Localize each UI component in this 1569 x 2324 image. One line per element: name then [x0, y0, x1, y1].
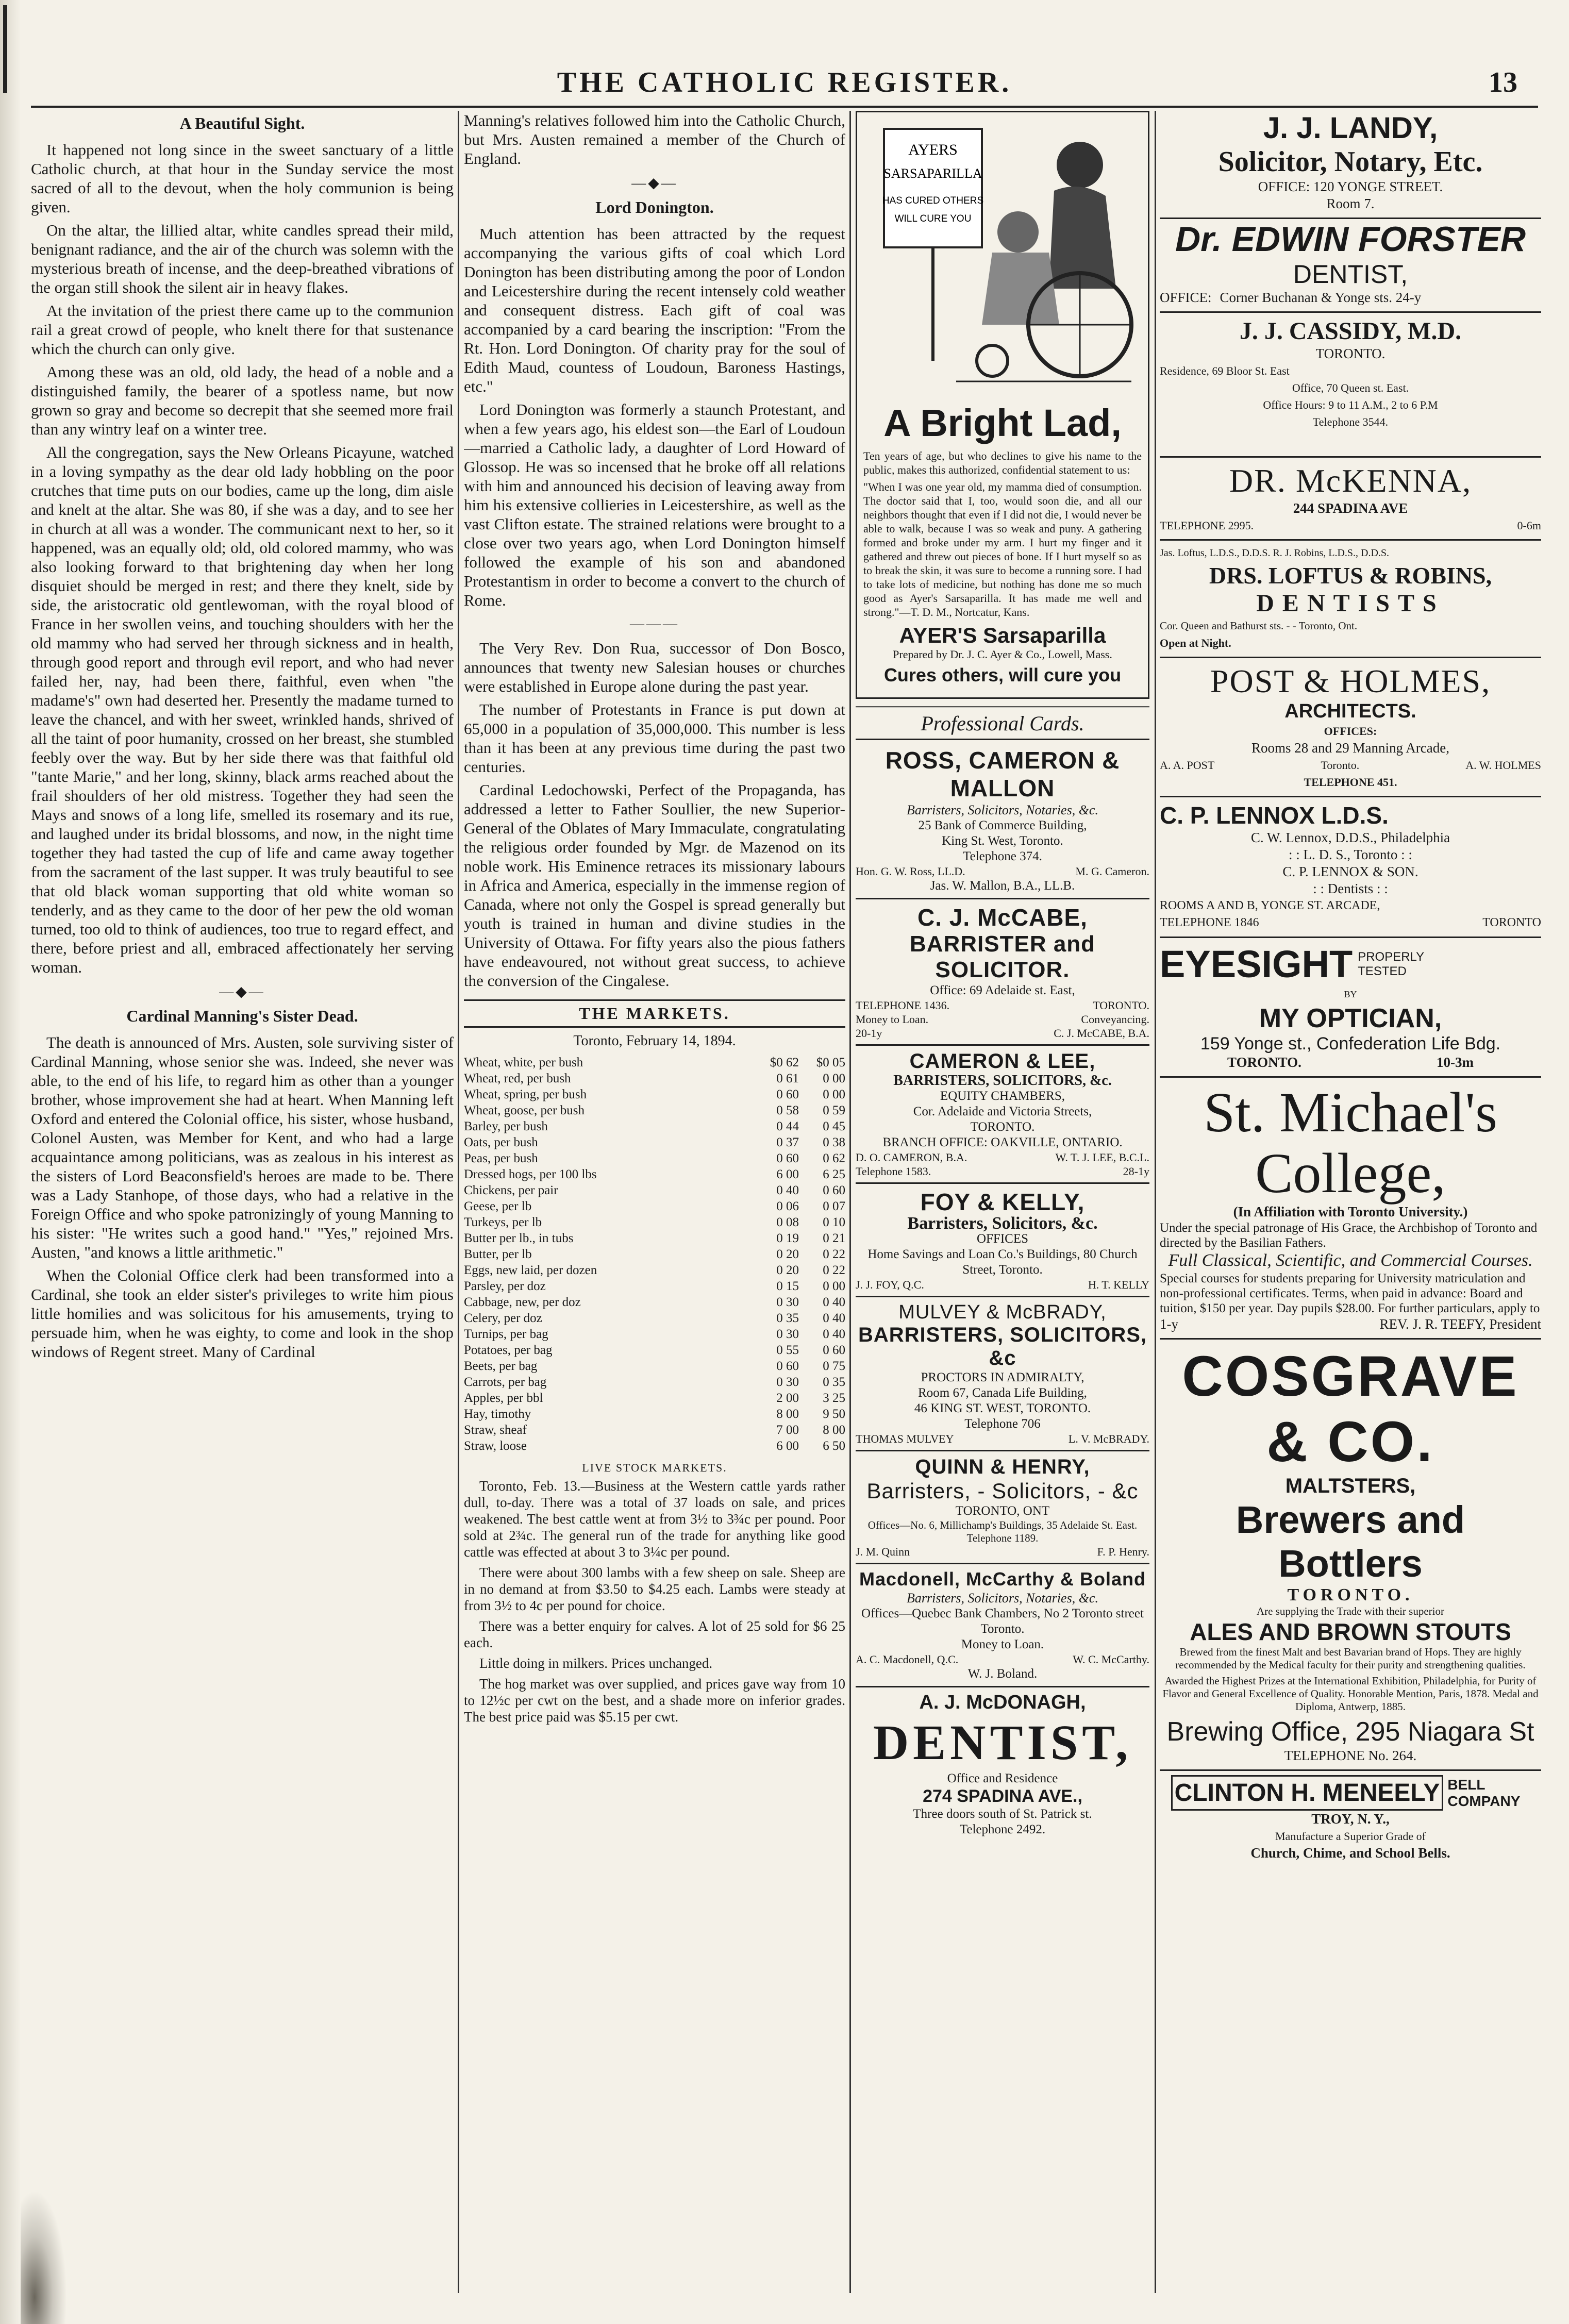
- market-price-low: 0 06: [776, 1199, 799, 1213]
- market-row: [464, 1262, 845, 1278]
- ad-line: BY: [1344, 989, 1357, 999]
- market-row: [464, 1310, 845, 1326]
- market-price-low: 7 00: [776, 1423, 799, 1437]
- article-paragraph: At the invitation of the priest there came up to the communion rail a great crowd of people, who knelt there for that sustenance which the church can only give.: [31, 302, 454, 358]
- sign-text: AYERS: [908, 141, 958, 158]
- binding-strip: [3, 5, 7, 93]
- market-price-high: 0 00: [823, 1072, 845, 1085]
- card-title: C. P. LENNOX L.D.S.: [1160, 802, 1389, 829]
- ad-address: Brewing Office, 295 Niagara St: [1166, 1717, 1534, 1747]
- ad-headline: A Bright Lad,: [883, 402, 1122, 444]
- wheelchair-illustration: [863, 119, 1142, 397]
- article-paragraph: Cardinal Ledochowski, Perfect of the Propaganda, has addressed a letter to Father Soullier, the new Superior-General of the Oblates of Mary Immaculate, congratulating the religious order founded by Mgr. de Mazenod on its noble work. His Eminence retraces its missionary labours in Africa and America, especially in the immense region of Canada, where not only the Gospel is spread generally but youth is trained in human and divine studies in the University of Ottawa. For fifty years also the pious fathers have endeavoured, not without great success, to achieve the conversion of the Cingalese.: [464, 781, 845, 990]
- market-item: Dressed hogs, per 100 lbs: [464, 1167, 597, 1181]
- livestock-paragraph: There were about 300 lambs with a few sheep on sale. Sheep are in no demand at from $3.50 to $4.25 each. Lambs were steady at from 3½ to 4c per pound for choice.: [464, 1565, 845, 1613]
- sign-text: WILL CURE YOU: [894, 213, 972, 224]
- article-paragraph: Manning's relatives followed him into the Catholic Church, but Mrs. Austen remained a member of the Church of England.: [464, 111, 845, 168]
- card-line: 20-1y: [856, 1027, 882, 1040]
- market-row: [464, 1086, 845, 1102]
- card-subtitle: Barristers, Solicitors, Notaries, &c.: [907, 1591, 1098, 1606]
- card-name: THOMAS MULVEY: [856, 1432, 954, 1445]
- market-row: [464, 1246, 845, 1262]
- market-item: Turnips, per bag: [464, 1327, 548, 1341]
- ad-maker: Prepared by Dr. J. C. Ayer & Co., Lowell, Mass.: [893, 648, 1112, 661]
- card-name: J. M. Quinn: [856, 1545, 910, 1558]
- card-mccabe: [856, 898, 1149, 1044]
- market-price-low: 6 00: [776, 1167, 799, 1181]
- ad-line: Special courses for students preparing for University matriculation and non-professional certificates. Terms, when paid in advance: Board and tuition, $150 per year. Day pupils $28.00. For further particulars, apply to: [1160, 1272, 1540, 1315]
- market-price-low: 0 30: [776, 1295, 799, 1309]
- card-address: 274 SPADINA AVE.,: [923, 1786, 1082, 1806]
- market-price-high: 0 40: [823, 1327, 845, 1341]
- market-row: [464, 1294, 845, 1310]
- market-item: Cabbage, new, per doz: [464, 1295, 581, 1309]
- ad-line: BELL COMPANY: [1447, 1776, 1521, 1809]
- market-row: [464, 1118, 845, 1134]
- market-price-high: 0 75: [823, 1359, 845, 1373]
- market-price-low: 0 58: [776, 1104, 799, 1117]
- market-row: [464, 1150, 845, 1166]
- cosgrave-advertisement: [1160, 1338, 1541, 1764]
- header-rule: [31, 106, 1538, 108]
- st-michaels-advertisement: [1160, 1076, 1541, 1333]
- market-item: Chickens, per pair: [464, 1183, 558, 1197]
- card-line: Office and Residence: [947, 1771, 1058, 1785]
- market-row: [464, 1198, 845, 1214]
- page-binding-edge: [0, 0, 21, 2324]
- card-line: Telephone 2492.: [959, 1823, 1046, 1836]
- card-mcdonagh: [856, 1686, 1149, 1842]
- card-name: W. T. J. LEE, B.C.L.: [1055, 1151, 1149, 1164]
- card-line: Telephone 374.: [963, 849, 1042, 863]
- market-item: Barley, per bush: [464, 1119, 548, 1133]
- card-subtitle: BARRISTER and SOLICITOR.: [909, 931, 1096, 982]
- market-row: [464, 1278, 845, 1294]
- card-line: Toronto.: [1321, 759, 1360, 772]
- market-item: Beets, per bag: [464, 1359, 538, 1373]
- card-line: ROOMS A AND B, YONGE ST. ARCADE,: [1160, 899, 1380, 912]
- market-price-high: 0 10: [823, 1215, 845, 1229]
- market-price-low: 2 00: [776, 1391, 799, 1405]
- card-line: Jas. Loftus, L.D.S., D.D.S. R. J. Robins, L.D.S., D.D.S.: [1160, 547, 1390, 559]
- card-line: 244 SPADINA AVE: [1293, 500, 1408, 516]
- card-line: Office Hours: 9 to 11 A.M., 2 to 6 P.M: [1263, 398, 1438, 411]
- market-item: Carrots, per bag: [464, 1375, 547, 1389]
- column-rule: [458, 111, 459, 2293]
- card-line: Office: 69 Adelaide st. East,: [930, 983, 1075, 997]
- market-price-low: 0 60: [776, 1088, 799, 1101]
- ad-subheadline: Brewers and Bottlers: [1236, 1498, 1465, 1585]
- market-row: [464, 1214, 845, 1230]
- market-item: Hay, timothy: [464, 1407, 531, 1421]
- card-title: Dr. EDWIN FORSTER: [1160, 218, 1541, 259]
- column-1: [31, 111, 454, 2293]
- market-price-high: 0 40: [823, 1295, 845, 1309]
- ad-subheadline: MY OPTICIAN,: [1259, 1004, 1442, 1033]
- ad-line: (In Affiliation with Toronto University.): [1233, 1204, 1468, 1219]
- ad-intro: Ten years of age, but who declines to give his name to the public, makes this authorized, confidential statement to us:: [863, 449, 1142, 476]
- article-paragraph: The Very Rev. Don Rua, successor of Don Bosco, announces that twenty new Salesian houses or churches were established in Europe alone during the past year.: [464, 639, 845, 695]
- card-line: Residence, 69 Bloor St. East: [1160, 364, 1290, 377]
- market-row: [464, 1071, 845, 1086]
- market-item: Potatoes, per bag: [464, 1343, 553, 1357]
- ayers-illustration: [863, 119, 1142, 397]
- card-line: Offices—No. 6, Millichamp's Buildings, 35 Adelaide St. East. Telephone 1189.: [867, 1519, 1138, 1544]
- livestock-paragraph: Little doing in milkers. Prices unchanged.: [479, 1656, 713, 1671]
- market-price-low: 6 00: [776, 1439, 799, 1453]
- market-row: [464, 1422, 845, 1438]
- market-row: [464, 1374, 845, 1390]
- card-line: Home Savings and Loan Co.'s Buildings, 80 Church Street, Toronto.: [867, 1247, 1138, 1277]
- market-item: Straw, loose: [464, 1439, 527, 1453]
- market-row: [464, 1102, 845, 1118]
- market-item: Celery, per doz: [464, 1311, 542, 1325]
- section-divider: —◆—: [219, 984, 265, 1000]
- market-price-low: 0 15: [776, 1279, 799, 1293]
- card-line: Offices—Quebec Bank Chambers, No 2 Toronto street: [861, 1607, 1144, 1620]
- ad-line: 10-3m: [1436, 1055, 1474, 1070]
- ad-testimonial: "When I was one year old, my mamma died of consumption. The doctor said that I, too, would soon die, and all our neighbors thought that even if I did not die, I would never be able to walk, because I was so weak and puny. A gathering formed and broke under my arm. I hurt my finger and it gathered and threw out pieces of bone. If I hurt myself so as to break the skin, it was sure to become a running sore. I had to take lots of medicine, but nothing has done me so much good as Ayer's Sarsaparilla. It has made me well and strong."—T. D. M., Nortcatur, Kans.: [863, 480, 1142, 618]
- markets-heading: THE MARKETS.: [464, 999, 845, 1028]
- market-price-high: 6 50: [823, 1439, 845, 1453]
- ad-headline: CLINTON H. MENEELY: [1171, 1775, 1444, 1811]
- card-line: C. P. LENNOX & SON.: [1282, 864, 1418, 879]
- card-title: J. J. CASSIDY, M.D.: [1239, 317, 1462, 345]
- ad-line: Awarded the Highest Prizes at the International Exhibition, Philadelphia, for Purity of Flavor and General Excellence of Quality. Honorable Mention, Paris, 1878. Medal and Diploma, Antwerp, 1885.: [1162, 1675, 1539, 1713]
- livestock-paragraph: The hog market was over supplied, and prices gave way from 10 to 12½c per cwt on the best, and a shade more on inferior grades. The best price paid was $5.15 per cwt.: [464, 1676, 845, 1725]
- market-price-high: 0 45: [823, 1119, 845, 1133]
- market-price-high: $0 05: [816, 1056, 845, 1069]
- card-title: Macdonell, McCarthy & Boland: [859, 1568, 1146, 1590]
- card-subtitle: BARRISTERS, SOLICITORS, &c.: [893, 1073, 1112, 1089]
- card-line: OFFICES:: [1324, 725, 1377, 738]
- article-paragraph: The number of Protestants in France is put down at 65,000 in a population of 35,000,000. This number is less than it has been at any previous time during the past two centuries.: [464, 700, 845, 776]
- card-line: TELEPHONE 2995.: [1160, 519, 1254, 532]
- column-4: [1160, 111, 1541, 2293]
- card-line: Telephone 706: [964, 1417, 1041, 1431]
- article-paragraph: All the congregation, says the New Orleans Picayune, watched in a loving sympathy as the dear old lady hobbling on the poor crutches that time puts on our bodies, came up the long, dim aisle and knelt at the altar. She was 80, if she was a day, and to see her in church at all was a wonder. The communicant next to her, so it happened, was an equally old; old, old colored mammy, who was also looking forward to that brightening day when her long disquiet should be merged in rest; and there they knelt, side by side, the aristocratic old gentlewoman, with the royal blood of France in her swollen veins, and touching shoulders with her the old mammy who had served her through sickness and in health, through good report and through evil report, and who had never failed her, nay, had been there, faithful, even when "the madame's" own had deserted her. Presently the madame turned to leave the chancel, and with her sweet, wrinkled hands, shrived of all the taint of poor humanity, crossed on her breast, she stumbled feebly over the way. But by her side there was that faithful old "tante Marie," and her long, skinny, black arms reached about the frail shoulders of her old mistress. Together they had seen the Mays and snows of a long life, smelled its rosemary and its rue, and laughed under its bridal blossoms, and now, in the night time together they had tasted the cup of life and came away together from the sacrament of the last supper. It was truly beautiful to see that old black woman supporting that old white woman so tenderly, and as they came to the door of her pew the old woman turned, too old to think of audiences, too true to regard effect, and there, before priest and all, embraced affectionately her serving woman.: [31, 443, 454, 976]
- card-line: Money to Loan.: [961, 1637, 1044, 1651]
- market-row: [464, 1166, 845, 1182]
- card-title: ROSS, CAMERON & MALLON: [885, 747, 1120, 801]
- market-item: Eggs, new laid, per dozen: [464, 1263, 597, 1277]
- professional-cards-heading: Professional Cards.: [856, 706, 1149, 740]
- market-price-high: 0 60: [823, 1183, 845, 1197]
- market-price-low: 0 08: [776, 1215, 799, 1229]
- market-price-high: 0 00: [823, 1279, 845, 1293]
- card-name: L. V. McBRADY.: [1068, 1432, 1149, 1445]
- ad-headline: College,: [1255, 1142, 1446, 1205]
- market-price-low: 0 35: [776, 1311, 799, 1325]
- card-line: 25 Bank of Commerce Building,: [918, 818, 1087, 832]
- card-line: TELEPHONE 451.: [1304, 776, 1397, 789]
- market-price-low: 0 40: [776, 1183, 799, 1197]
- card-subtitle: Barristers, - Solicitors, - &c: [866, 1479, 1139, 1503]
- card-name: M. G. Cameron.: [1075, 865, 1149, 878]
- ad-line: TESTED: [1358, 964, 1407, 978]
- card-line: Corner Buchanan & Yonge sts. 24-y: [1220, 290, 1422, 305]
- card-title: MULVEY & McBRADY,: [898, 1301, 1107, 1323]
- ad-product-name: AYER'S Sarsaparilla: [899, 623, 1106, 647]
- card-line: Toronto.: [980, 1622, 1025, 1636]
- market-price-low: 0 19: [776, 1231, 799, 1245]
- section-divider: —◆—: [631, 175, 678, 191]
- card-name: W. C. McCarthy.: [1073, 1653, 1149, 1666]
- card-name: Hon. G. W. Ross, LL.D.: [856, 865, 965, 878]
- card-macdonell: [856, 1563, 1149, 1686]
- market-price-high: 0 62: [823, 1151, 845, 1165]
- market-row: [464, 1326, 845, 1342]
- meneely-advertisement: [1160, 1769, 1541, 1862]
- card-line: : : L. D. S., Toronto : :: [1289, 847, 1412, 862]
- card-line: 28-1y: [1123, 1165, 1149, 1178]
- card-line: C. W. Lennox, D.D.S., Philadelphia: [1250, 830, 1450, 845]
- article-heading: Cardinal Manning's Sister Dead.: [126, 1007, 358, 1025]
- market-price-high: 0 38: [823, 1135, 845, 1149]
- card-line: TORONTO.: [970, 1120, 1035, 1134]
- article-paragraph: Lord Donington was formerly a staunch Protestant, and when a few years ago, his eldest son—the Earl of Loudoun—married a Catholic lady, a daughter of Lord Howard of Glossop. He was so incensed that he broke off all relations with him and announced his decision of leaving away from him his extensive collieries in Leicestershire, as well as the vast Clifton estate. The strained relations were brought to a close over two years ago, when Lord Donington himself followed the example of his son and abandoned Protestantism in order to become a convert to the church of Rome.: [464, 400, 845, 609]
- card-subtitle: ARCHITECTS.: [1284, 700, 1416, 722]
- market-price-low: 8 00: [776, 1407, 799, 1421]
- card-line: OFFICES: [976, 1232, 1029, 1246]
- market-price-low: 0 60: [776, 1359, 799, 1373]
- card-line: Conveyancing.: [1081, 1013, 1149, 1026]
- card-subtitle: DENTIST,: [1293, 260, 1408, 289]
- card-line: Cor. Adelaide and Victoria Streets,: [913, 1105, 1092, 1118]
- card-ross-cameron-mallon: [856, 742, 1149, 898]
- page-header: [31, 62, 1538, 103]
- ad-line: TORONTO.: [1287, 1585, 1414, 1604]
- market-item: Turkeys, per lb: [464, 1215, 542, 1229]
- newspaper-title: THE CATHOLIC REGISTER.: [557, 66, 1012, 98]
- card-line: OFFICE:: [1160, 290, 1212, 305]
- market-item: Wheat, goose, per bush: [464, 1104, 585, 1117]
- dentist-banner: DENTIST,: [873, 1715, 1132, 1770]
- article-paragraph: Much attention has been attracted by the request accompanying the various gifts of coal which Lord Donington has been distributing among the poor of London and Leicestershire during the recent intensely cold weather and consequent distress. Each gift of coal was accompanied by a card bearing the inscription: "From the Rt. Hon. Lord Donington. Of charity pray for the soul of Edith Maud, countess of Loudoun, Baroness Hastings, etc.": [464, 225, 845, 395]
- market-item: Straw, sheaf: [464, 1423, 527, 1437]
- card-subtitle: BARRISTERS, SOLICITORS, &c: [858, 1324, 1147, 1369]
- article-paragraph: The death is announced of Mrs. Austen, sole surviving sister of Cardinal Manning, whose senior she was. Indeed, she never was able, to the end of his life, to regard him as other than a younger brother, whose improvement she had at heart. When Manning left Oxford and entered the Colonial office, his sister, whose husband, Colonel Austen, was Member for Kent, and who had a large acquaintance among politicians, was as zealous in his interest as the sisters of Lord Beaconsfield's heroes are made to be. There was a Lady Stanhope, of those days, who had a relative in the Foreign Office and who spoke patronizingly of young Manning to his sister: "He writes such a good hand." "Yes," rejoined Mrs. Austen, "and knows a little arithmetic.": [31, 1033, 454, 1261]
- card-line: Rooms 28 and 29 Manning Arcade,: [1251, 740, 1449, 756]
- market-item: Wheat, red, per bush: [464, 1072, 571, 1085]
- card-name: J. J. FOY, Q.C.: [856, 1278, 924, 1291]
- market-price-low: 0 60: [776, 1151, 799, 1165]
- card-title: DR. McKENNA,: [1229, 462, 1472, 499]
- market-item: Geese, per lb: [464, 1199, 532, 1213]
- ad-subheadline: ALES AND BROWN STOUTS: [1190, 1618, 1511, 1645]
- card-title: DRS. LOFTUS & ROBINS,: [1209, 562, 1492, 589]
- ad-line: REV. J. R. TEEFY, President: [1379, 1316, 1541, 1332]
- market-item: Wheat, white, per bush: [464, 1056, 583, 1069]
- card-line: Room 7.: [1326, 196, 1375, 211]
- card-line: TELEPHONE 1436.: [856, 999, 950, 1012]
- ad-headline: EYESIGHT: [1160, 943, 1353, 985]
- market-item: Butter, per lb: [464, 1247, 532, 1261]
- card-cameron-lee: [856, 1044, 1149, 1182]
- card-name: D. O. CAMERON, B.A.: [856, 1151, 967, 1164]
- market-price-high: 0 00: [823, 1088, 845, 1101]
- market-price-high: 8 00: [823, 1423, 845, 1437]
- column-2: [464, 111, 845, 2293]
- card-line: TORONTO: [1482, 916, 1541, 929]
- card-subtitle: Barristers, Solicitors, Notaries, &c.: [907, 802, 1098, 817]
- card-line: TELEPHONE 1846: [1160, 916, 1259, 929]
- ad-line: Under the special patronage of His Grace, the Archbishop of Toronto and directed by the Basilian Fathers.: [1160, 1221, 1538, 1250]
- card-line: TORONTO.: [1315, 346, 1386, 361]
- market-price-low: 0 44: [776, 1119, 799, 1133]
- market-price-high: 0 22: [823, 1263, 845, 1277]
- market-row: [464, 1182, 845, 1198]
- card-line: 0-6m: [1517, 519, 1541, 532]
- ad-address: 159 Yonge st., Confederation Life Bdg.: [1200, 1034, 1501, 1054]
- ad-line: PROPERLY: [1358, 949, 1425, 964]
- market-row: [464, 1390, 845, 1406]
- card-name: A. W. HOLMES: [1465, 759, 1541, 772]
- market-item: Wheat, spring, per bush: [464, 1088, 587, 1101]
- card-line: Cor. Queen and Bathurst sts. - - Toronto, Ont.: [1160, 620, 1358, 632]
- card-line: Money to Loan.: [856, 1013, 929, 1026]
- card-mulvey-mcbrady: [856, 1296, 1149, 1450]
- market-price-low: 0 20: [776, 1263, 799, 1277]
- market-item: Apples, per bbl: [464, 1391, 543, 1405]
- card-line: Room 67, Canada Life Building,: [918, 1386, 1087, 1400]
- ad-line: Brewed from the finest Malt and best Bavarian brand of Hops. They are highly recommended by the Medical faculty for their purity and strengthening qualities.: [1175, 1646, 1526, 1671]
- card-line: OFFICE: 120 YONGE STREET.: [1258, 179, 1443, 194]
- card-line: Office, 70 Queen st. East.: [1292, 381, 1409, 394]
- market-item: Oats, per bush: [464, 1135, 538, 1149]
- card-line: BRANCH OFFICE: OAKVILLE, ONTARIO.: [882, 1135, 1123, 1149]
- market-price-high: 0 22: [823, 1247, 845, 1261]
- card-subtitle: Solicitor, Notary, Etc.: [1218, 146, 1483, 178]
- page-number: 13: [1489, 66, 1517, 98]
- market-item: Peas, per bush: [464, 1151, 538, 1165]
- card-quinn-henry: [856, 1450, 1149, 1563]
- card-line: C. J. McCABE, B.A.: [1054, 1027, 1149, 1040]
- article-heading: A Beautiful Sight.: [179, 114, 305, 132]
- card-title: C. J. McCABE,: [917, 904, 1088, 931]
- market-price-low: 0 61: [776, 1072, 799, 1085]
- market-price-high: 6 25: [823, 1167, 845, 1181]
- column-rule: [849, 111, 851, 2293]
- market-price-high: 0 07: [823, 1199, 845, 1213]
- market-price-high: 0 40: [823, 1311, 845, 1325]
- markets-table: [464, 1055, 845, 1454]
- livestock-paragraph: There was a better enquiry for calves. A lot of 25 sold for $6 25 each.: [464, 1618, 845, 1650]
- ad-line: Are supplying the Trade with their superior: [1257, 1605, 1444, 1617]
- market-price-low: 0 30: [776, 1327, 799, 1341]
- card-name: A. A. POST: [1160, 759, 1215, 772]
- section-divider: ———: [630, 616, 679, 632]
- market-item: Parsley, per doz: [464, 1279, 546, 1293]
- card-title: A. J. McDONAGH,: [919, 1692, 1086, 1713]
- card-subtitle: Barristers, Solicitors, &c.: [907, 1214, 1098, 1233]
- market-row: [464, 1055, 845, 1071]
- card-line: Telephone 1583.: [856, 1165, 931, 1178]
- card-line: : : Dentists : :: [1313, 881, 1388, 896]
- ad-line: TELEPHONE No. 264.: [1284, 1748, 1417, 1763]
- market-price-low: 0 30: [776, 1375, 799, 1389]
- card-name: H. T. KELLY: [1088, 1278, 1149, 1291]
- card-name: A. C. Macdonell, Q.C.: [856, 1653, 959, 1666]
- market-item: Butter per lb., in tubs: [464, 1231, 574, 1245]
- market-row: [464, 1438, 845, 1454]
- optician-advertisement: [1160, 937, 1541, 1071]
- card-title: CAMERON & LEE,: [909, 1050, 1096, 1073]
- ad-slogan: Cures others, will cure you: [883, 664, 1122, 686]
- market-price-high: 3 25: [823, 1391, 845, 1405]
- market-price-high: 0 35: [823, 1375, 845, 1389]
- ad-line: Church, Chime, and School Bells.: [1250, 1845, 1450, 1861]
- article-paragraph: When the Colonial Office clerk had been transformed into a Cardinal, she took an elder sister's privileges to write him pious little homilies and was solicitous for his amusements, trying to persuade him, when he was eighty, to come and look in the shop windows of Regent street. Many of Cardinal: [31, 1266, 454, 1361]
- ad-line: TORONTO.: [1227, 1055, 1301, 1070]
- article-paragraph: It happened not long since in the sweet sanctuary of a little Catholic church, at that hour in the Sunday service the most sacred of all to the devout, when the holy communion is being given.: [31, 141, 454, 216]
- ad-line: TROY, N. Y.,: [1311, 1811, 1390, 1827]
- card-name: W. J. Boland.: [967, 1667, 1038, 1681]
- market-price-high: 0 59: [823, 1104, 845, 1117]
- markets-date: Toronto, February 14, 1894.: [573, 1033, 736, 1049]
- article-heading: Lord Donington.: [595, 198, 714, 216]
- card-name: F. P. Henry.: [1097, 1545, 1149, 1558]
- livestock-paragraph: Toronto, Feb. 13.—Business at the Western cattle yards rather dull, to-day. There was a total of 37 loads on sale, and prices weakened. The best cattle went at from 3½ to 3¾c per pound. Poor sold at 2¾c. The general run of the trade for anything like good cattle was effected at about 3 to 3¼c per pound.: [464, 1478, 845, 1560]
- sign-text: SARSAPARILLA: [883, 166, 982, 181]
- market-row: [464, 1342, 845, 1358]
- market-price-low: 0 37: [776, 1135, 799, 1149]
- card-line: King St. West, Toronto.: [942, 834, 1063, 848]
- market-row: [464, 1406, 845, 1422]
- article-paragraph: Among these was an old, old lady, the head of a noble and a distinguished family, the bearer of a spotless name, but now grown so gray and become so decrepit that she seemed more frail than any wintry leaf on a winter tree.: [31, 363, 454, 438]
- market-price-high: 0 21: [823, 1231, 845, 1245]
- card-line: Telephone 3544.: [1312, 415, 1389, 428]
- column-3: [856, 111, 1149, 2293]
- card-title: POST & HOLMES,: [1210, 663, 1491, 699]
- market-price-low: 0 20: [776, 1247, 799, 1261]
- card-title: J. J. LANDY,: [1263, 111, 1438, 145]
- card-line: EQUITY CHAMBERS,: [940, 1089, 1065, 1103]
- card-line: Jas. W. Mallon, B.A., LL.B.: [930, 879, 1075, 893]
- card-line: 46 KING ST. WEST, TORONTO.: [914, 1401, 1091, 1415]
- card-subtitle: DENTISTS: [1256, 590, 1445, 617]
- ad-line: Full Classical, Scientific, and Commercial Courses.: [1168, 1251, 1533, 1270]
- market-price-high: 9 50: [823, 1407, 845, 1421]
- ad-line: MALTSTERS,: [1285, 1475, 1416, 1497]
- card-line: Open at Night.: [1160, 637, 1231, 649]
- card-foy-kelly: [856, 1182, 1149, 1296]
- card-line: TORONTO, ONT: [955, 1504, 1050, 1518]
- card-line: Three doors south of St. Patrick st.: [913, 1807, 1092, 1821]
- ad-line: 1-y: [1160, 1316, 1178, 1332]
- ad-line: Manufacture a Superior Grade of: [1275, 1830, 1426, 1843]
- ad-headline: COSGRAVE & CO.: [1182, 1345, 1519, 1474]
- card-title: FOY & KELLY,: [920, 1189, 1085, 1215]
- article-paragraph: On the altar, the lillied altar, white candles spread their mild, benignant radiance, and the air of the church was solemn with the mysterious breath of incense, and the deep-breathed vibrations of the organ still shook the silent air in heavy flakes.: [31, 221, 454, 296]
- market-price-low: 0 55: [776, 1343, 799, 1357]
- card-line: PROCTORS IN ADMIRALTY,: [921, 1370, 1084, 1384]
- market-row: [464, 1358, 845, 1374]
- market-price-high: 0 60: [823, 1343, 845, 1357]
- ad-headline: St. Michael's: [1204, 1081, 1497, 1144]
- market-row: [464, 1230, 845, 1246]
- card-title: QUINN & HENRY,: [915, 1456, 1090, 1478]
- market-price-low: $0 62: [770, 1056, 799, 1069]
- sign-text: HAS CURED OTHERS: [882, 195, 984, 206]
- card-line: TORONTO.: [1093, 999, 1149, 1012]
- market-row: [464, 1134, 845, 1150]
- ayers-advertisement: [856, 111, 1149, 699]
- livestock-heading: LIVE STOCK MARKETS.: [582, 1461, 727, 1474]
- column-rule: [1155, 111, 1156, 2293]
